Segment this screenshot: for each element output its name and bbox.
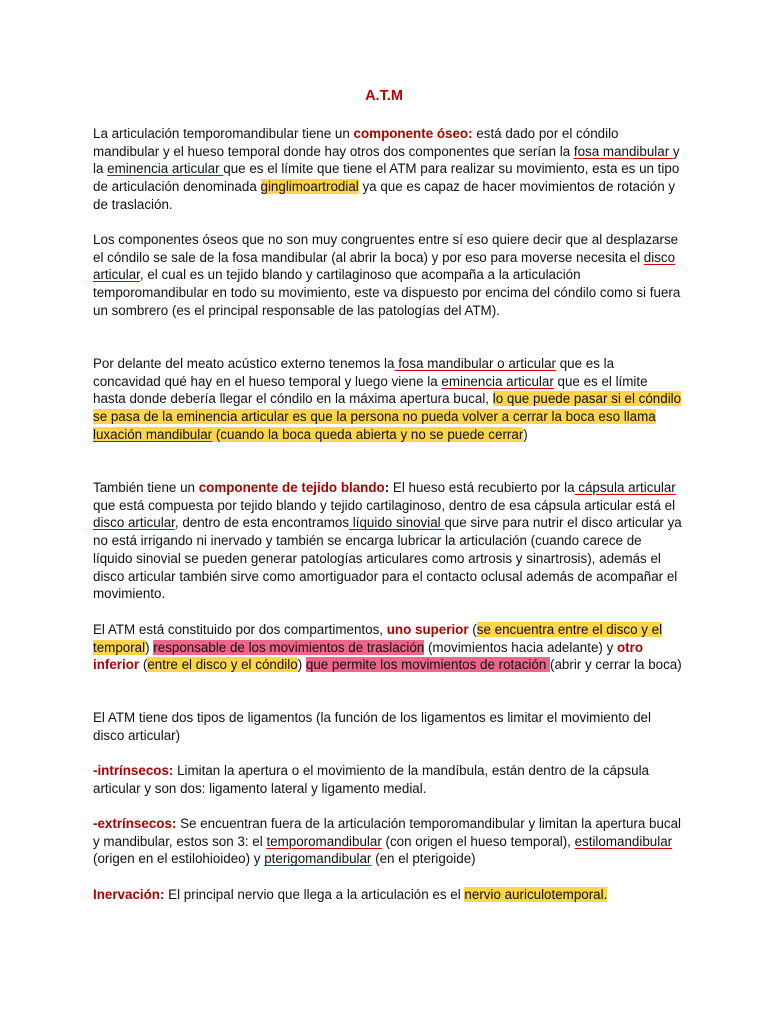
paragraph-soft-tissue [93, 479, 683, 603]
text-run: disco articular [93, 515, 175, 531]
paragraph-extrinsic-ligaments [93, 815, 683, 868]
text-run: estilomandibular [574, 833, 673, 849]
text-run: (en el pterigoide) [371, 851, 476, 867]
text-run: se encuentra entre el disco y el temporal [93, 622, 663, 655]
text-run: temporomandibular [266, 833, 382, 849]
text-run: luxación mandibular [93, 426, 213, 442]
text-run: componente óseo: [353, 126, 473, 141]
paragraph-mandibular-fossa [93, 355, 683, 444]
text-run: que permite los movimientos de rotación [305, 657, 550, 673]
text-run: componente de tejido blando [198, 480, 385, 495]
text-run: fosa mandibular o articular [394, 356, 556, 371]
text-run: líquido sinovial [349, 515, 445, 531]
text-run: También tiene un [93, 480, 199, 495]
text-run: uno superior [386, 622, 469, 637]
text-run: que es el límite hasta donde debería llegar el cóndilo en la máxima apertura bucal, [93, 373, 648, 407]
text-run: ( [139, 657, 148, 673]
text-run: que está compuesta por tejido blando y tejido cartilaginoso, dentro de esa cápsula articular está el [93, 497, 676, 513]
text-run: El principal nervio que llega a la articulación es el [164, 887, 465, 902]
text-run: Limitan la apertura o el movimiento de la mandíbula, están dentro de la cápsula articular y son dos: ligamento lateral y ligamento medial. [93, 763, 650, 796]
text-run: (origen en el estilohioideo) y [93, 851, 265, 867]
text-run: ginglimoartrodial [260, 179, 359, 195]
text-run: está dado por el cóndilo mandibular y el hueso temporal donde hay otros dos componentes que serían la [93, 126, 619, 159]
text-run: nervio auriculotemporal. [464, 887, 608, 902]
document-title: A.T.M [365, 88, 403, 104]
text-run: otro inferior [93, 639, 644, 673]
text-run: ) [523, 426, 528, 442]
text-run: que es la concavidad qué hay en el hueso temporal y luego viene la [93, 356, 615, 389]
text-run: (cuando la boca queda abierta y no se puede cerrar [212, 426, 524, 442]
text-run: ( [468, 622, 477, 637]
text-run: El hueso está recubierto por la [389, 480, 575, 495]
text-run: disco articular [93, 249, 676, 283]
text-run: eminencia articular [107, 161, 224, 177]
text-run: Por delante del meato acústico externo tenemos la [93, 356, 395, 371]
text-run: Se encuentran fuera de la articulación temporomandibular y limitan la apertura bucal y mandibular, estos son 3: el [93, 816, 682, 849]
text-run: , el cual es un tejido blando y cartilaginoso que acompaña a la articulación temporomandibular en todo su movimiento, este va dispuesto por encima del cóndilo como si fuera un sombrero (es el principal responsable de las patologías del ATM). [93, 267, 681, 318]
paragraph-intrinsic-ligaments [93, 762, 683, 797]
text-run: Inervación: [93, 887, 165, 902]
text-run: (abrir y cerrar la boca) [550, 657, 682, 673]
text-run: (movimientos hacia adelante) y [424, 639, 617, 655]
paragraph-articular-disc [93, 231, 683, 320]
text-run: cápsula articular [574, 480, 676, 495]
text-run: que es el límite que tiene el ATM para realizar su movimiento, esta es un tipo de articulación denominada [93, 161, 680, 195]
text-run: eminencia articular [441, 373, 554, 389]
text-run: El ATM tiene dos tipos de ligamentos (la función de los ligamentos es limitar el movimiento del disco articular) [93, 710, 651, 743]
text-run: ) [297, 657, 306, 673]
paragraph-ligaments-intro [93, 709, 683, 744]
text-run: fosa mandibular [573, 143, 673, 159]
text-run: pterigomandibular [264, 851, 372, 867]
text-run: ) [145, 639, 154, 655]
text-run: lo que puede pasar si el cóndilo se pasa de la eminencia articular es que la persona no pueda volver a cerrar la boca eso llama [93, 391, 682, 425]
text-run: Los componentes óseos que no son muy congruentes entre sí eso quiere decir que al desplazarse el cóndilo se sale de la fosa mandibular (al abrir la boca) y por eso para moverse necesita el [93, 232, 679, 265]
text-run: -extrínsecos: [93, 816, 177, 831]
text-run: El ATM está constituido por dos compartimentos, [93, 622, 387, 637]
text-run: ya que es capaz de hacer movimientos de rotación y de traslación. [93, 179, 676, 212]
paragraph-bony-component [93, 125, 683, 214]
text-run: La articulación temporomandibular tiene un [93, 126, 354, 141]
text-run: : [384, 480, 390, 495]
paragraph-compartments [93, 621, 683, 674]
text-run: , dentro de esta encontramos [174, 515, 350, 531]
text-run: y la [93, 143, 680, 177]
text-run: -intrínsecos: [93, 763, 174, 778]
text-run: que sirve para nutrir el disco articular ya no está irrigando ni inervado y también se encarga lubricar la articulación (cuando carece de líquido sinovial se pueden generar patologías articulares como artrosis y sinartrosis), además el disco articular también sirve como amortiguador para el contacto oclusal además de acompañar el movimiento. [93, 515, 682, 602]
paragraph-innervation [93, 886, 683, 904]
text-run: entre el disco y el cóndilo [147, 657, 298, 673]
text-run: (con origen el hueso temporal), [381, 833, 575, 849]
text-run: responsable de los movimientos de traslación [153, 639, 425, 655]
